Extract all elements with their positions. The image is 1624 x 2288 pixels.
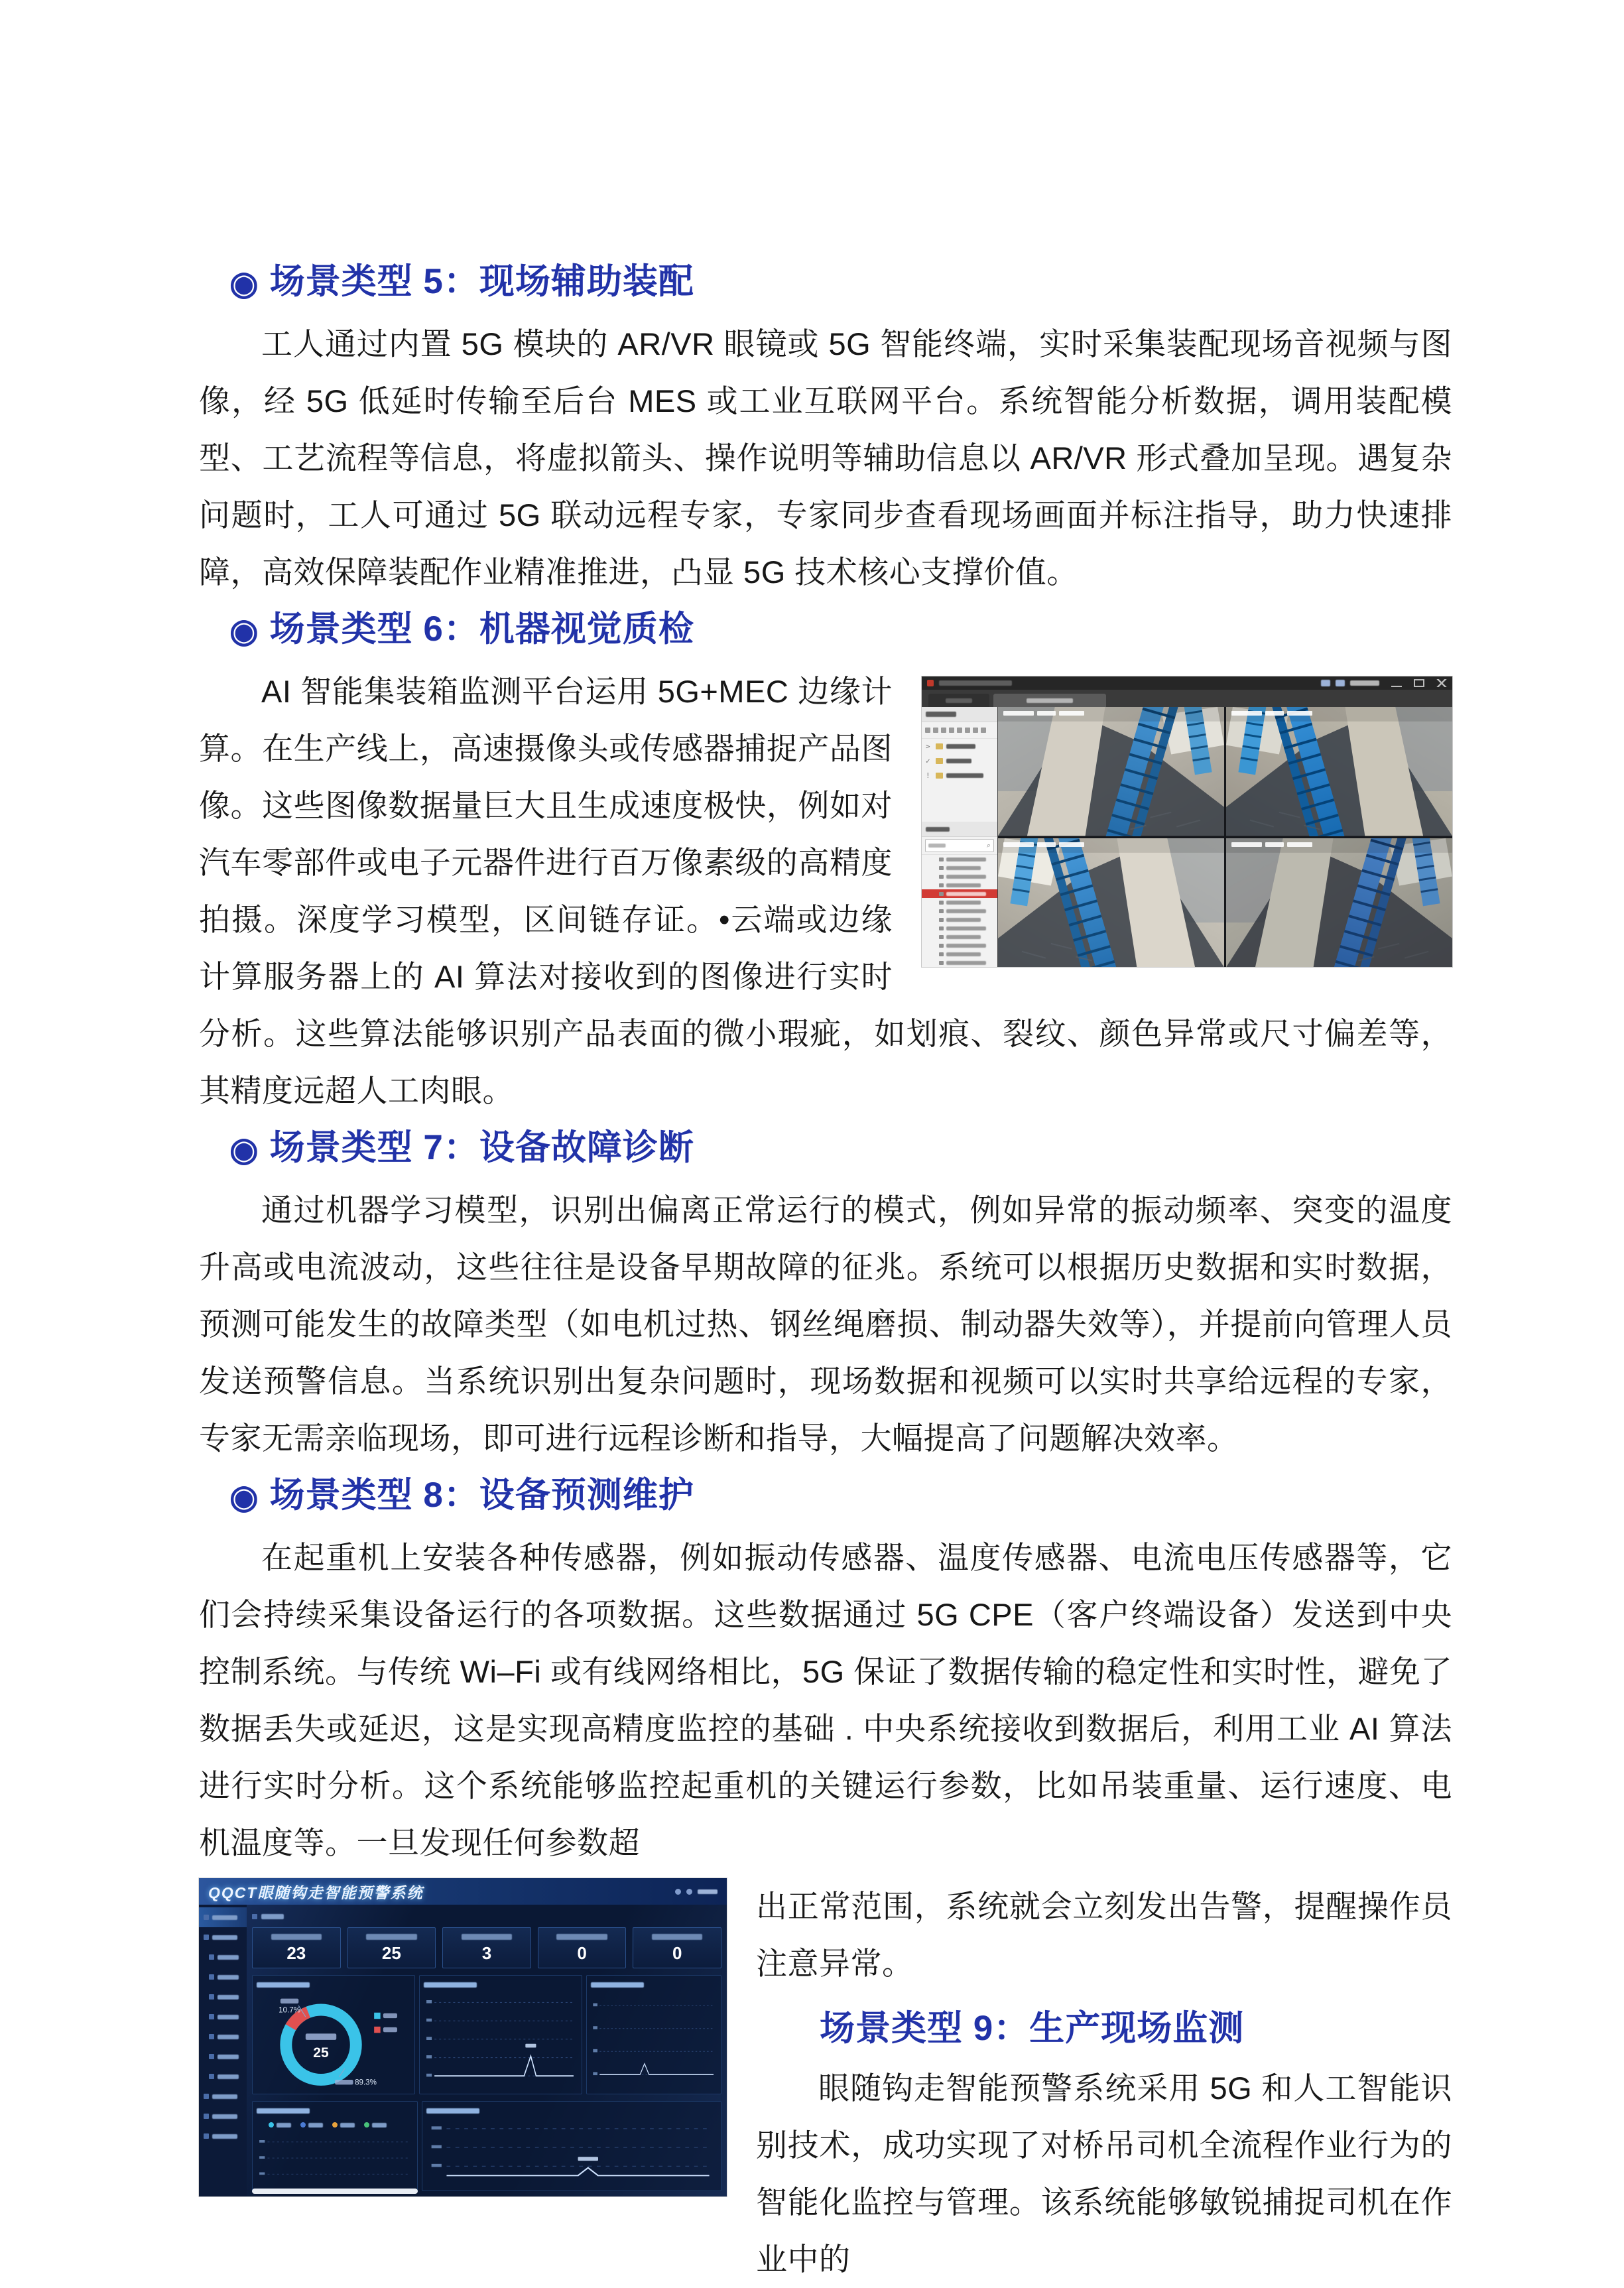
chart-row-1 (252, 1975, 721, 2094)
resource-panel-header (922, 707, 997, 722)
horizontal-scrollbar (252, 2189, 418, 2194)
blurred-panel-title (591, 1982, 644, 1988)
tree-item (922, 768, 997, 783)
menu-icon (204, 1935, 209, 1940)
dashboard-main (247, 1905, 727, 2196)
section9-paragraph: 眼随钩走智能预警系统采用 5G 和人工智能识别技术，成功实现了对桥吊司机全流程作业行为的智能化监控与管理。该系统能够敏锐捕捉司机在作业中的 (756, 2070, 1452, 2277)
camera-feed-image (1226, 707, 1452, 836)
toolbar-icon (981, 728, 986, 733)
camera-feed-image (998, 707, 1224, 836)
blurred-menu-label (212, 1915, 237, 1920)
menu-icon (209, 1954, 214, 1960)
blurred-tree-label (946, 773, 983, 778)
blurred-timestamp (1059, 711, 1084, 716)
user-icon (686, 1889, 692, 1895)
stat-value: 23 (286, 1943, 306, 1963)
blurred-timestamp (1059, 842, 1084, 847)
panel-header (426, 2106, 717, 2116)
blurred-menu-label (212, 1935, 237, 1940)
camera-icon (939, 901, 944, 905)
legend-item (364, 2122, 387, 2128)
stat-card-row (252, 1927, 721, 1968)
crane-dashboard-screenshot (199, 1878, 727, 2196)
dashboard-titlebar-icons (675, 1889, 718, 1895)
blurred-user-label (698, 1889, 718, 1894)
section8-heading-text: 场景类型 8：设备预测维护 (269, 1476, 694, 1515)
search-input (925, 839, 994, 852)
section5-paragraph: 工人通过内置 5G 模块的 AR/VR 眼镜或 5G 智能终端，实时采集装配现场音视频与图像，经 5G 低延时传输至后台 MES 或工业互联网平台。系统智能分析数据，调用装配模型、工艺流程等信息，将虚拟箭头、操作说明等辅助信息以 AR/VR 形式叠加呈现。遇复杂问题时，工人可通过 5G 联动远程专家，专家同步查看现场画面并标注指导，助力快速排障，高效保障装配作业精准推进，凸显 5G 技术核心支撑价值。 (199, 326, 1452, 590)
menu-icon (204, 2114, 209, 2119)
blurred-timestamp (1287, 711, 1312, 716)
section6-heading (229, 611, 1452, 649)
chart-row-2 (252, 2101, 721, 2191)
line-chart (426, 2116, 717, 2187)
blurred-camera-name (946, 944, 986, 948)
section6-heading-text: 场景类型 6：机器视觉质检 (269, 609, 694, 649)
target-bullet-icon: ◉ (229, 1478, 259, 1515)
blurred-stat-label (366, 1934, 416, 1940)
blurred-timestamp (1265, 711, 1284, 716)
stat-card (252, 1927, 341, 1968)
video-grid (998, 707, 1452, 967)
camera-list-item (922, 958, 997, 967)
blurred-camera-name (946, 952, 981, 956)
panel-header (257, 2106, 413, 2116)
camera-icon (939, 918, 944, 922)
right-text-column (756, 1878, 1452, 2288)
blurred-placeholder (928, 844, 946, 848)
camera-list-item (922, 915, 997, 924)
close-icon (1436, 679, 1447, 687)
toolbar-icon (933, 728, 938, 733)
sidebar-menu-item (199, 2086, 247, 2106)
toolbar-icon (957, 728, 962, 733)
blurred-camera-name (946, 883, 981, 887)
blurred-camera-name (946, 858, 986, 861)
blurred-camera-name (946, 918, 981, 922)
sidebar-menu-item (199, 1987, 247, 2007)
blurred-timestamp (1037, 711, 1056, 716)
camera-icon (939, 875, 944, 879)
sidebar-menu-item (199, 2106, 247, 2126)
menu-icon (209, 1994, 214, 2000)
blurred-tab-label (946, 698, 972, 703)
stat-card (347, 1927, 436, 1968)
donut-online-percent: 89.3% (355, 2078, 377, 2087)
section5-heading (229, 264, 1452, 301)
target-bullet-icon: ◉ (229, 1131, 259, 1168)
camera-list-item (922, 889, 997, 898)
toolbar-icon (965, 728, 970, 733)
blurred-panel-title (926, 827, 950, 832)
camera-feed-image (998, 838, 1224, 968)
camera-list-item (922, 907, 997, 915)
line-chart-svg (591, 1990, 717, 2090)
camera-list-item (922, 950, 997, 958)
menu-icon (204, 1915, 209, 1920)
camera-list-item (922, 881, 997, 889)
blurred-tree-label (946, 744, 975, 749)
alert-icon: ! (926, 771, 930, 780)
tree-item (922, 739, 997, 753)
multi-series-panel (252, 2101, 418, 2191)
section6-block (199, 663, 1452, 1119)
menu-icon (204, 2094, 209, 2099)
tab-active (993, 694, 1106, 707)
trend-line-panel-3 (422, 2101, 721, 2191)
camera-feed (998, 838, 1224, 968)
dashboard-titlebar (199, 1878, 727, 1905)
blurred-camera-name (946, 961, 986, 965)
camera-icon (939, 961, 944, 965)
sidebar-menu-item (199, 1947, 247, 1967)
blurred-panel-title (257, 1982, 310, 1988)
blurred-panel-title (424, 1982, 477, 1988)
blurred-menu-label (212, 2114, 237, 2119)
sidebar-menu-item (199, 1967, 247, 1987)
timestamp-overlay (1231, 842, 1312, 847)
line-chart (257, 2131, 413, 2187)
blurred-camera-name (946, 866, 981, 870)
toolbar-icon (973, 728, 978, 733)
camera-list-item (922, 898, 997, 907)
tab-inactive (928, 694, 989, 707)
search-icon: ⌕ (986, 841, 991, 850)
folder-icon (936, 743, 943, 749)
blurred-timestamp (1265, 842, 1284, 847)
sidebar-menu-item (199, 1927, 247, 1947)
blurred-timestamp (1287, 842, 1312, 847)
blurred-menu-label (218, 1955, 239, 1960)
blurred-panel-title (426, 2108, 479, 2114)
legend-item (332, 2122, 355, 2128)
chart-legend (269, 2119, 413, 2131)
minimize-icon (1391, 679, 1402, 687)
camera-feed (998, 707, 1224, 836)
camera-list-item (922, 872, 997, 881)
section7-heading-text: 场景类型 7：设备故障诊断 (269, 1128, 694, 1167)
toolbar-icon (941, 728, 946, 733)
legend-offline-swatch (374, 2027, 380, 2033)
legend-item (300, 2122, 323, 2128)
line-chart (591, 1990, 717, 2090)
folder-icon (936, 773, 943, 779)
tree-item (922, 753, 997, 768)
blurred-stat-label (462, 1934, 512, 1940)
line-chart-svg (426, 2116, 717, 2187)
donut-chart-svg (257, 1990, 410, 2095)
panel-header (424, 1980, 578, 1990)
blurred-menu-label (218, 2035, 239, 2039)
toolbar-icon (1321, 680, 1330, 686)
camera-icon (939, 952, 944, 956)
legend-online-swatch (374, 2013, 380, 2019)
blurred-timestamp (1003, 711, 1034, 716)
status-icon (675, 1889, 681, 1895)
blurred-camera-name (946, 892, 986, 896)
blurred-menu-label (212, 2134, 237, 2139)
camera-feed (1226, 707, 1452, 836)
donut-offline-percent: 10.7% (279, 2006, 300, 2015)
stat-card (633, 1927, 721, 1968)
target-bullet-icon: ◉ (229, 612, 259, 649)
section9-heading-text: 场景类型 9：生产现场监测 (820, 2009, 1245, 2048)
section7-paragraph: 通过机器学习模型，识别出偏离正常运行的模式，例如异常的振动频率、突变的温度升高或电流波动，这些往往是设备早期故障的征兆。系统可以根据历史数据和实时数据，预测可能发生的故障类型（如电机过热、钢丝绳磨损、制动器失效等），并提前向管理人员发送预警信息。当系统识别出复杂问题时，现场数据和视频可以实时共享给远程的专家，专家无需亲临现场，即可进行远程诊断和指导，大幅提高了问题解决效率。 (199, 1192, 1452, 1456)
section7-heading (229, 1130, 1452, 1167)
blurred-window-title (939, 680, 1012, 686)
legend-dot (332, 2122, 338, 2128)
camera-feed-image (1226, 838, 1452, 968)
folder-icon (936, 758, 943, 764)
blurred-timestamp (1231, 711, 1262, 716)
sidebar-menu-item (199, 1907, 247, 1927)
menu-icon (209, 1974, 214, 1980)
blurred-legend-label (308, 2123, 323, 2128)
blurred-camera-name (946, 909, 986, 913)
blurred-legend-label (372, 2123, 387, 2128)
blurred-tree-label (946, 759, 971, 763)
section8-paragraph: 在起重机上安装各种传感器，例如振动传感器、温度传感器、电流电压传感器等，它们会持续采集设备运行的各项数据。这些数据通过 5G CPE（客户终端设备）发送到中央控制系统。与传统 Wi–Fi 或有线网络相比，5G 保证了数据传输的稳定性和实时性，避免了数据丢失或延迟，这是实现高精度监控的基础 . 中央系统接收到数据后，利用工业 AI 算法进行实时分析。这个系统能够监控起重机的关键运行参数，比如吊装重量、运行速度、电机温度等。一旦发现任何参数超 (199, 1540, 1452, 1860)
sidebar-menu-item (199, 2027, 247, 2047)
dashboard-title: QQCT眼随钩走智能预警系统 (208, 1883, 424, 1901)
blurred-camera-name (946, 935, 981, 939)
section8-heading (229, 1478, 1452, 1515)
surveillance-tabbar (922, 690, 1452, 707)
camera-icon (939, 926, 944, 930)
line-chart-svg (257, 2131, 413, 2187)
resource-sidebar (922, 707, 998, 967)
camera-list-item (922, 924, 997, 932)
blurred-panel-title (257, 2108, 310, 2114)
legend-dot (300, 2122, 306, 2128)
blurred-menu-label (218, 1975, 239, 1980)
device-status-donut-panel (252, 1975, 415, 2094)
camera-list (922, 855, 997, 967)
blurred-stat-label (556, 1934, 607, 1940)
stat-value: 25 (381, 1943, 401, 1963)
blurred-username (1350, 680, 1379, 686)
camera-list-item (922, 855, 997, 863)
section8-paragraph-continued: 出正常范围，系统就会立刻发出告警，提醒操作员注意异常。 (756, 1889, 1452, 1981)
panel-header (257, 1980, 410, 1990)
sidebar-menu-item (199, 2047, 247, 2066)
toolbar-icon (1336, 680, 1345, 686)
dashboard-body (199, 1905, 727, 2196)
sidebar-menu-item (199, 2066, 247, 2086)
stat-card (442, 1927, 531, 1968)
camera-icon (939, 944, 944, 948)
blurred-camera-name (946, 875, 986, 879)
menu-icon (209, 2034, 214, 2039)
legend-dot (269, 2122, 274, 2128)
surveillance-body (922, 707, 1452, 967)
blurred-timestamp (1003, 842, 1034, 847)
blurred-legend-label (340, 2123, 355, 2128)
blurred-menu-label (212, 2094, 237, 2099)
legend-item (269, 2122, 291, 2128)
menu-icon (209, 2014, 214, 2019)
blurred-camera-name (946, 901, 981, 905)
document-page (199, 264, 1452, 2288)
camera-panel-header (922, 822, 997, 837)
sidebar-spacer (922, 783, 997, 822)
camera-list-item (922, 932, 997, 941)
bottom-section (199, 1878, 1452, 2288)
section9-heading (820, 2011, 1452, 2047)
resource-tree (922, 739, 997, 783)
dashboard-breadcrumb (252, 1909, 721, 1925)
menu-icon (204, 2133, 209, 2139)
blurred-panel-title (926, 712, 956, 717)
line-chart (424, 1990, 578, 2090)
line-chart-svg (424, 1990, 578, 2090)
menu-icon (209, 2054, 214, 2059)
breadcrumb-icon (252, 1914, 257, 1919)
section6-paragraph: AI 智能集装箱监测平台运用 5G+MEC 边缘计算。在生产线上，高速摄像头或传感器捕捉产品图像。这些图像数据量巨大且生成速度极快，例如对汽车零部件或电子元器件进行百万像素级的高精度拍摄。深度学习模型，区间链存证。•云端或边缘计算服务器上的 AI 算法对接收到的图像进行实时分析。这些算法能够识别产品表面的微小瑕疵，如划痕、裂纹、颜色异常或尺寸偏差等，其精度远超人工肉眼。 (199, 674, 1452, 1108)
blurred-menu-label (218, 1995, 239, 2000)
expand-icon: > (926, 741, 930, 751)
trend-line-panel-1 (419, 1975, 582, 2094)
camera-list-item (922, 863, 997, 872)
blurred-timestamp (1231, 842, 1262, 847)
blurred-breadcrumb (261, 1914, 284, 1919)
timestamp-overlay (1003, 842, 1084, 847)
trend-line-panel-2 (586, 1975, 721, 2094)
stat-value: 3 (481, 1943, 492, 1963)
stat-value: 0 (672, 1943, 682, 1963)
blurred-stat-label (652, 1934, 702, 1940)
menu-icon (209, 2074, 214, 2079)
app-logo-icon (927, 680, 934, 686)
camera-icon (939, 892, 944, 896)
timestamp-overlay (1003, 711, 1084, 716)
panel-header (591, 1980, 717, 1990)
toolbar-icon (925, 728, 930, 733)
legend-dot (364, 2122, 369, 2128)
dashboard-sidebar (199, 1905, 247, 2196)
blurred-menu-label (218, 2055, 239, 2059)
camera-icon (939, 858, 944, 861)
surveillance-titlebar (922, 676, 1452, 690)
sidebar-menu-item (199, 2126, 247, 2146)
machine-vision-screenshot (922, 676, 1452, 967)
camera-icon (939, 883, 944, 887)
camera-feed (1226, 838, 1452, 968)
camera-icon (939, 866, 944, 870)
stat-value: 0 (577, 1943, 587, 1963)
camera-search-row (922, 837, 997, 855)
blurred-camera-name (946, 926, 986, 930)
target-bullet-icon: ◉ (229, 265, 259, 302)
camera-icon (939, 935, 944, 939)
camera-icon (939, 909, 944, 913)
donut-chart (257, 1990, 410, 2095)
stat-card (538, 1927, 627, 1968)
donut-center-value: 25 (313, 2045, 329, 2061)
blurred-stat-label (271, 1934, 322, 1940)
toolbar-icon (949, 728, 954, 733)
blurred-legend-label (277, 2123, 291, 2128)
check-icon: ✓ (926, 756, 930, 765)
timestamp-overlay (1231, 711, 1312, 716)
maximize-icon (1414, 679, 1424, 687)
blurred-menu-label (218, 2015, 239, 2019)
resource-toolbar (922, 722, 997, 739)
blurred-tab-label (1027, 698, 1073, 703)
blurred-timestamp (1037, 842, 1056, 847)
camera-list-item (922, 941, 997, 950)
blurred-menu-label (218, 2074, 239, 2079)
sidebar-menu-item (199, 2007, 247, 2027)
section5-heading-text: 场景类型 5：现场辅助装配 (269, 262, 694, 301)
